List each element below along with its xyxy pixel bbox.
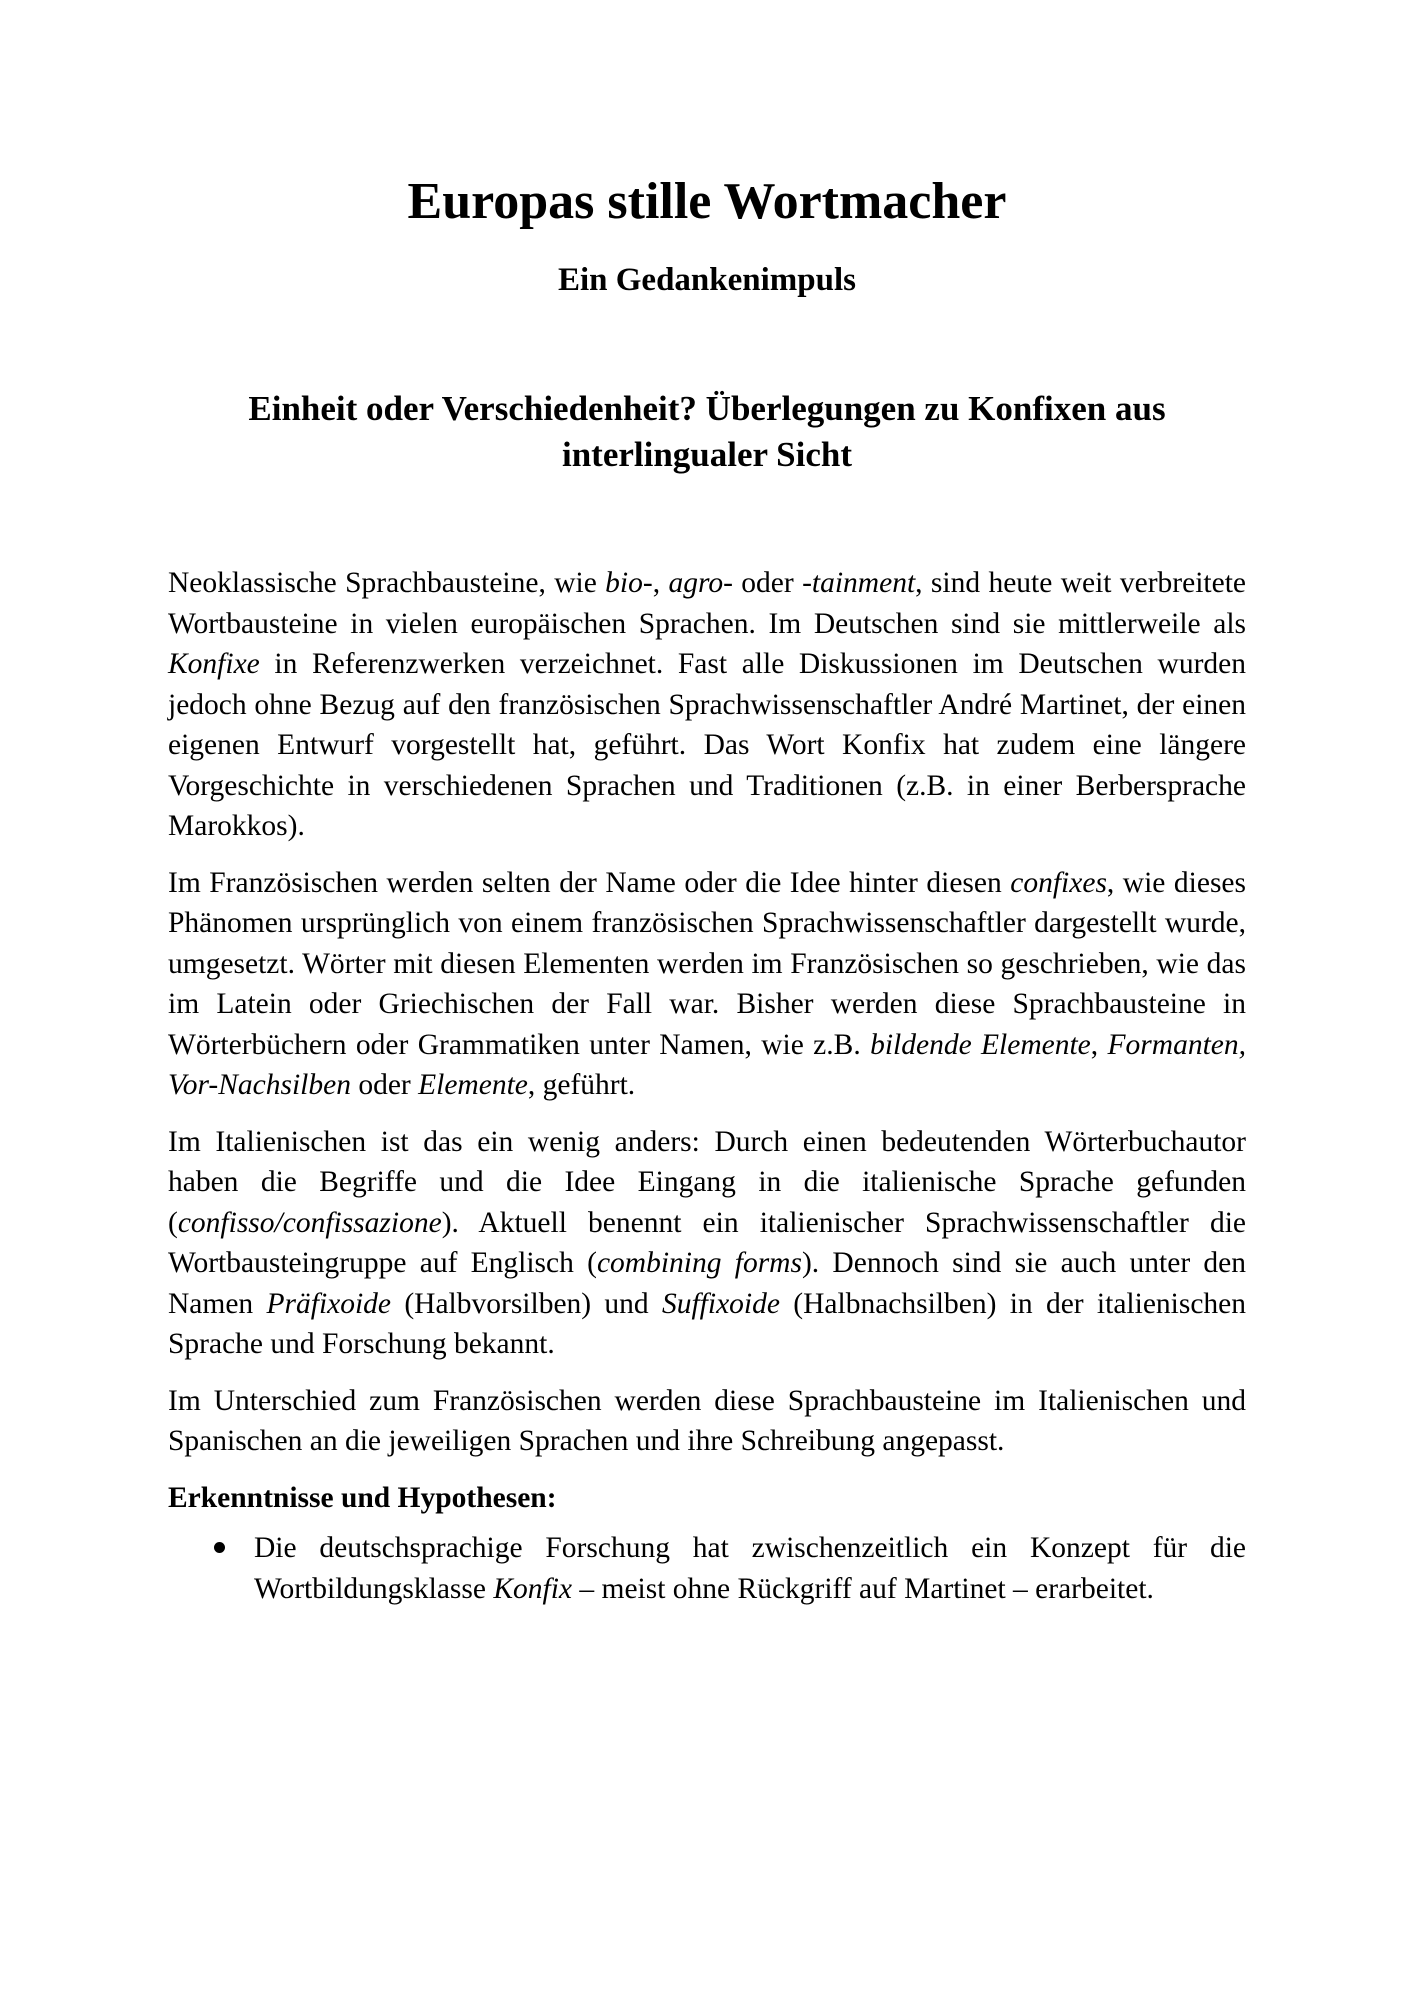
text-run: Neoklassische Sprachbausteine, wie <box>168 567 606 599</box>
paragraph <box>168 563 1246 847</box>
text-run: Im Italienischen ist das ein wenig anders: Durch einen bedeutenden Wörterbuchautor haben die Begriffe und die Idee Eingang in die italienische Sprache gefunden ( <box>168 1125 1246 1239</box>
italic-term: Konfixe <box>168 648 260 680</box>
italic-term: Konfix <box>493 1572 573 1605</box>
text-run: , sind heute weit verbreitete Wortbausteine in vielen europäischen Sprachen. Im Deutschen sind sie mittlerweile als <box>168 567 1246 640</box>
findings-heading: Erkenntnisse und Hypothesen: <box>168 1481 557 1514</box>
document-subtitle: Ein Gedankenimpuls <box>557 262 857 298</box>
findings-list <box>168 1528 1246 1609</box>
paragraph <box>168 863 1246 1106</box>
text-run: , geführt. <box>527 1069 636 1101</box>
list-item <box>168 1528 1246 1609</box>
text-run: ). Dennoch sind sie auch unter den Namen <box>168 1247 1246 1320</box>
italic-term: confixes <box>1010 866 1107 899</box>
text-run: oder <box>732 567 803 599</box>
paragraph-list <box>168 563 1246 1462</box>
italic-term: Suffixoide <box>661 1287 780 1320</box>
paragraph <box>168 1122 1246 1365</box>
text-run: – meist ohne Rückgriff auf Martinet – erarbeitet. <box>572 1572 1154 1605</box>
text-run: ). Aktuell benennt ein italienischer Sprachwissenschaftler die Wortbausteingruppe auf Englisch ( <box>168 1206 1246 1279</box>
italic-term: agro- <box>668 567 733 599</box>
italic-term: bio- <box>605 567 653 599</box>
text-run: Im Französischen werden selten der Name oder die Idee hinter diesen <box>168 866 1011 899</box>
section-title: Einheit oder Verschiedenheit? Überlegungen zu Konfixen aus interlingualer Sicht <box>248 389 1166 474</box>
text-run: oder <box>350 1069 419 1101</box>
document-title: Europas stille Wortmacher <box>407 173 1007 230</box>
text-run: in Referenzwerken verzeichnet. Fast alle Diskussionen im Deutschen wurden jedoch ohne Bezug auf den französischen Sprachwissenschaftler André Martinet, der einen eigenen Entwurf vorgestellt hat, geführt. Das Wort Konfix hat zudem eine längere Vorgeschichte in verschiedenen Sprachen und Traditionen (z.B. in einer Berbersprache Marokkos). <box>168 648 1246 842</box>
text-run: Im Unterschied zum Französischen werden diese Sprachbausteine im Italienischen und Spanischen an die jeweiligen Sprachen und ihre Schreibung angepasst. <box>168 1384 1246 1457</box>
text-run: , wie dieses Phänomen ursprünglich von einem französischen Sprachwissenschaftler dargestellt wurde, umgesetzt. Wörter mit diesen Elementen werden im Französischen so geschrieben, wie das im Latein oder Griechischen der Fall war. Bisher werden diese Sprachbausteine in Wörterbüchern oder Grammatiken unter Namen, wie z.B. <box>168 866 1247 1061</box>
text-run: (Halbvorsilben) und <box>391 1287 662 1320</box>
text-run: , <box>652 567 669 599</box>
italic-term: Elemente <box>418 1069 528 1101</box>
italic-term: confisso/confissazione <box>177 1206 442 1239</box>
italic-term: Formanten, Vor-Nachsilben <box>168 1028 1246 1101</box>
text-run: , <box>1090 1028 1108 1061</box>
italic-term: combining forms <box>596 1247 802 1279</box>
text-run: Die deutschsprachige Forschung hat zwischenzeitlich ein Konzept für die Wortbildungsklasse <box>254 1532 1246 1605</box>
italic-term: -tainment <box>802 567 916 599</box>
italic-term: Präfixoide <box>266 1287 392 1320</box>
paragraph <box>168 1381 1246 1462</box>
bullet-icon <box>214 1542 225 1553</box>
document-body <box>168 563 1246 1609</box>
italic-term: bildende Elemente <box>870 1028 1091 1061</box>
text-run: (Halbnachsilben) in der italienischen Sprache und Forschung bekannt. <box>168 1287 1247 1360</box>
